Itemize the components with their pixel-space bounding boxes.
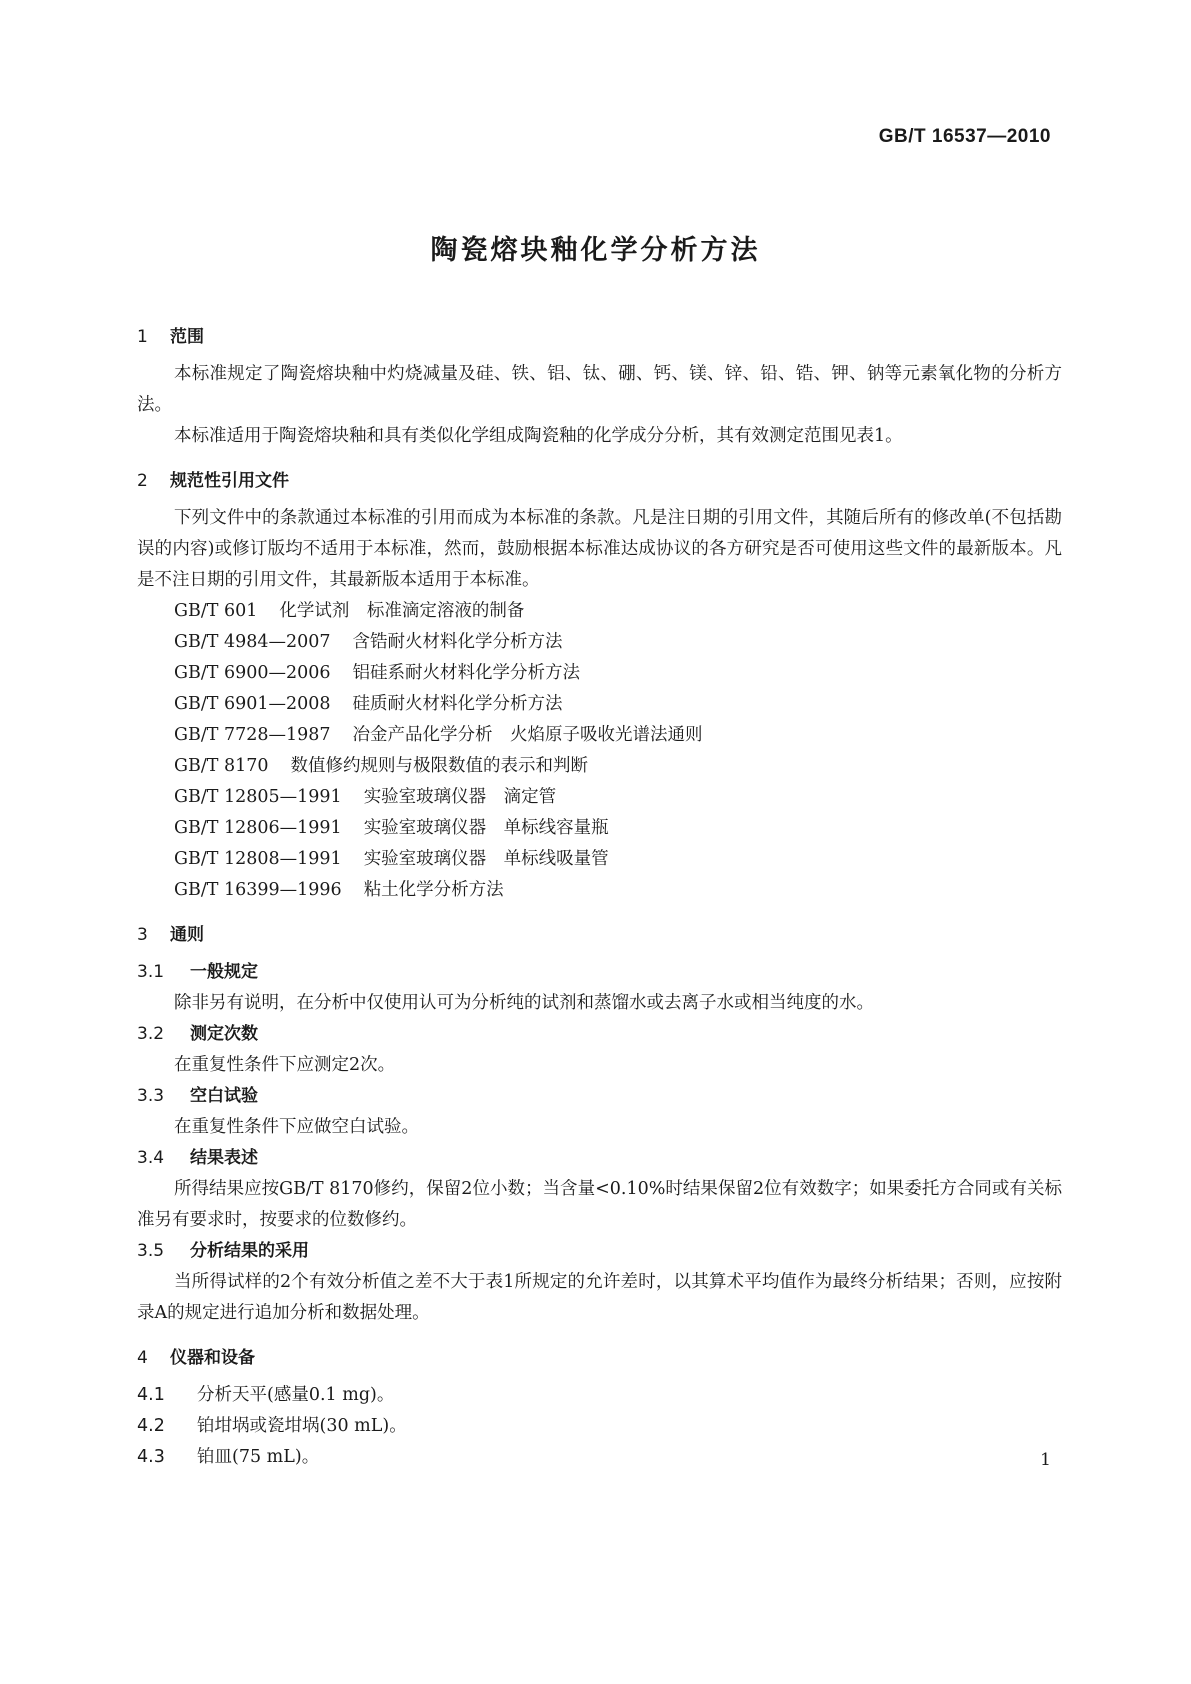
subsection-heading: 3.5 分析结果的采用 <box>137 1241 309 1261</box>
paragraph: 下列文件中的条款通过本标准的引用而成为本标准的条款。凡是注日期的引用文件，其随后所有的修改单(不包括勘误的内容)或修订版均不适用于本标准，然而，鼓励根据本标准达成协议的各方研究是否可使用这些文件的最新版本。凡是不注日期的引用文件，其最新版本适用于本标准。 <box>137 508 1062 590</box>
page-number: 1 <box>1040 1450 1051 1470</box>
list-item: 4.2 铂坩埚或瓷坩埚(30 mL)。 <box>137 1416 407 1436</box>
section-4 <box>137 1343 1062 1473</box>
list-item: 4.1 分析天平(感量0.1 mg)。 <box>137 1385 395 1405</box>
reference-item: GB/T 7728—1987 冶金产品化学分析 火焰原子吸收光谱法通则 <box>174 725 703 745</box>
reference-item: GB/T 6901—2008 硅质耐火材料化学分析方法 <box>174 694 563 714</box>
reference-item: GB/T 6900—2006 铝硅系耐火材料化学分析方法 <box>174 663 581 683</box>
paragraph: 在重复性条件下应做空白试验。 <box>174 1117 419 1137</box>
subsection-heading: 3.2 测定次数 <box>137 1024 258 1044</box>
reference-item: GB/T 12805—1991 实验室玻璃仪器 滴定管 <box>174 787 557 807</box>
paragraph: 所得结果应按GB/T 8170修约，保留2位小数；当含量<0.10%时结果保留2位有效数字；如果委托方合同或有关标准另有要求时，按要求的位数修约。 <box>137 1179 1062 1230</box>
reference-item: GB/T 12806—1991 实验室玻璃仪器 单标线容量瓶 <box>174 818 609 838</box>
reference-item: GB/T 8170 数值修约规则与极限数值的表示和判断 <box>174 756 589 776</box>
subsection-heading: 3.4 结果表述 <box>137 1148 258 1168</box>
reference-item: GB/T 4984—2007 含锆耐火材料化学分析方法 <box>174 632 563 652</box>
list-item: 4.3 铂皿(75 mL)。 <box>137 1447 320 1467</box>
paragraph: 在重复性条件下应测定2次。 <box>174 1055 396 1075</box>
document-body <box>137 322 1062 1487</box>
section-heading: 4 仪器和设备 <box>137 1348 255 1368</box>
paragraph: 除非另有说明，在分析中仅使用认可为分析纯的试剂和蒸馏水或去离子水或相当纯度的水。 <box>174 993 874 1013</box>
paragraph: 当所得试样的2个有效分析值之差不大于表1所规定的允许差时，以其算术平均值作为最终分析结果；否则，应按附录A的规定进行追加分析和数据处理。 <box>137 1272 1062 1323</box>
reference-list <box>137 596 1062 906</box>
reference-item: GB/T 601 化学试剂 标准滴定溶液的制备 <box>174 601 525 621</box>
document-code: GB/T 16537—2010 <box>878 126 1051 147</box>
document-title: 陶瓷熔块釉化学分析方法 <box>430 235 761 266</box>
reference-item: GB/T 16399—1996 粘土化学分析方法 <box>174 880 504 900</box>
section-3 <box>137 920 1062 1329</box>
subsection-heading: 3.3 空白试验 <box>137 1086 258 1106</box>
paragraph: 本标准规定了陶瓷熔块釉中灼烧减量及硅、铁、铝、钛、硼、钙、镁、锌、铅、锆、钾、钠等元素氧化物的分析方法。 <box>137 364 1062 415</box>
section-heading: 3 通则 <box>137 925 204 945</box>
section-2 <box>137 466 1062 906</box>
section-heading: 2 规范性引用文件 <box>137 471 289 491</box>
subsection-heading: 3.1 一般规定 <box>137 962 258 982</box>
reference-item: GB/T 12808—1991 实验室玻璃仪器 单标线吸量管 <box>174 849 609 869</box>
paragraph: 本标准适用于陶瓷熔块釉和具有类似化学组成陶瓷釉的化学成分分析，其有效测定范围见表1。 <box>174 426 903 446</box>
section-1 <box>137 322 1062 452</box>
section-heading: 1 范围 <box>137 327 204 347</box>
